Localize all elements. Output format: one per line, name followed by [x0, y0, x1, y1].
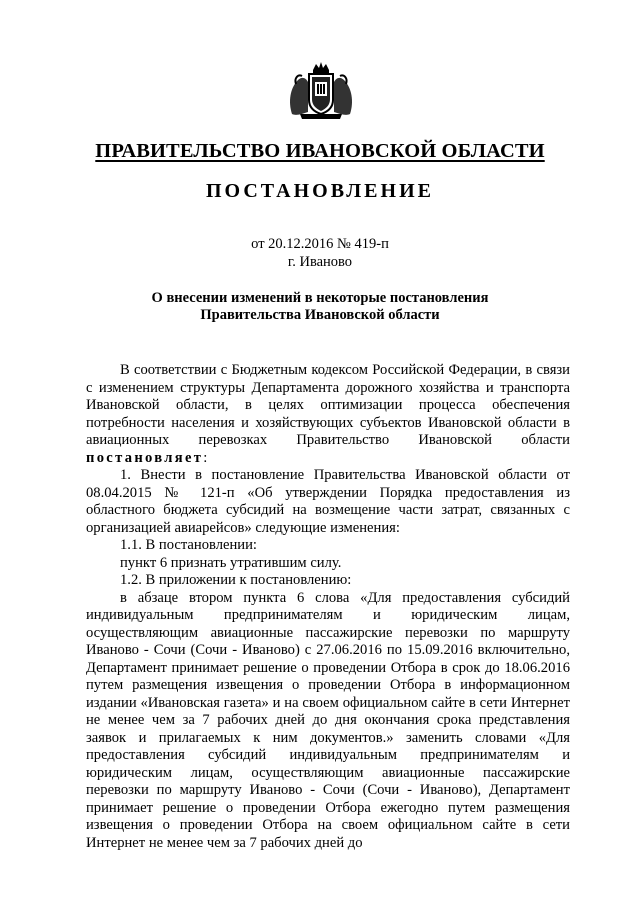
preamble-colon: :	[203, 449, 208, 466]
city: г. Иваново	[287, 254, 353, 270]
paragraph-item-1-2: 1.2. В приложении к постановлению:	[120, 572, 352, 588]
paragraph-item-1-1-text: пункт 6 признать утратившим силу.	[120, 554, 342, 571]
subject-line-1: О внесении изменений в некоторые постановления	[151, 290, 489, 306]
paragraph-preamble	[86, 362, 570, 467]
government-title: ПРАВИТЕЛЬСТВО ИВАНОВСКОЙ ОБЛАСТИ	[95, 140, 545, 162]
paragraph-item-1-2-text: в абзаце втором пункта 6 слова «Для предоставления субсидий индивидуальным предпринимателям и юридическим лицам, осуществляющим авиационные пассажирские перевозки по маршруту Иваново - Сочи (Сочи - Иваново) с 27.06.2016 по 15.09.2016 включительно, Департамент принимает решение о проведении Отбора в срок до 18.06.2016 путем размещения извещения о проведении Отбора в информационном издании «Ивановская газета» и на своем официальном сайте в сети Интернет не менее чем за 7 рабочих дней до дня окончания срока представления заявок и прилагаемых к ним документов.» заменить словами «Для предоставления субсидий индивидуальным предпринимателям и юридическим лицам, осуществляющим авиационные пассажирские перевозки по маршруту Иваново - Сочи (Сочи - Иваново), Департамент принимает решение о проведении Отбора ежегодно путем размещения извещения о проведении Отбора на своем официальном сайте в сети Интернет не менее чем за 7 рабочих дней до	[86, 589, 570, 851]
paragraph-item-1: 1. Внести в постановление Правительства Ивановской области от 08.04.2015 № 121-п «Об утверждении Порядка предоставления из областного бюджета субсидий на возмещение части затрат, связанных с организацией авиарейсов» следующие изменения:	[86, 467, 570, 536]
subject-line-2: Правительства Ивановской области	[200, 307, 440, 323]
date-number: от 20.12.2016 № 419-п	[251, 236, 389, 252]
paragraph-item-1-1: 1.1. В постановлении:	[120, 537, 257, 553]
document-type: ПОСТАНОВЛЕНИЕ	[206, 180, 434, 202]
body-text	[86, 362, 570, 852]
preamble-text: В соответствии с Бюджетным кодексом Российской Федерации, в связи с изменением структуры Департамента дорожного хозяйства и транспорта Ивановской области, в целях оптимизации процесса обеспечения потребности населения и хозяйствующих субъектов Ивановской области в авиационных перевозках Правительство Ивановской области	[86, 362, 570, 448]
decree-keyword: постановляет	[86, 449, 204, 466]
coat-of-arms-icon	[286, 62, 356, 120]
